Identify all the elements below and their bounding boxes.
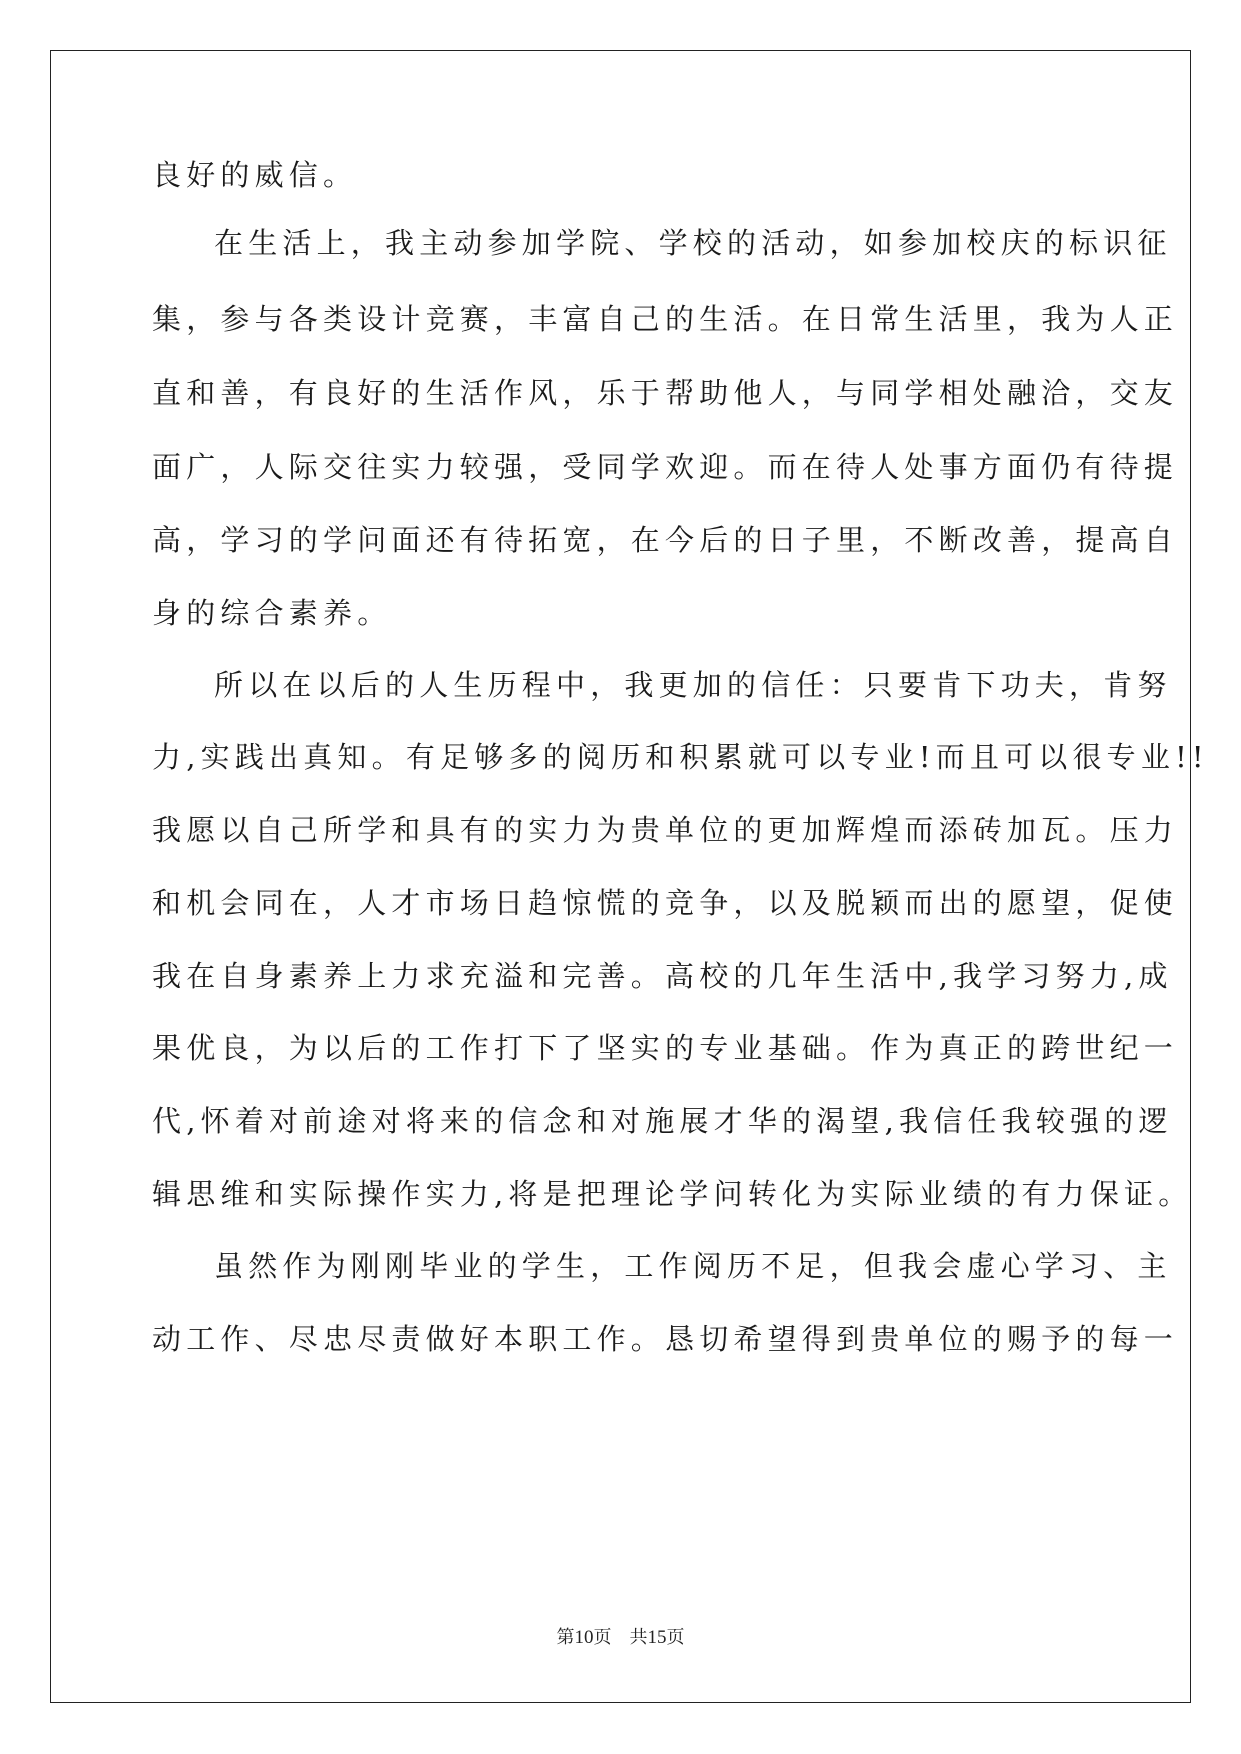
- total-prefix: 共: [629, 1627, 648, 1648]
- total-suffix: 页: [666, 1627, 685, 1648]
- text-line: 高，学习的学问面还有待拓宽，在今后的日子里，不断改善，提高自: [152, 523, 1179, 557]
- page-prefix: 第: [556, 1627, 575, 1648]
- paragraph-first-line: 虽然作为刚刚毕业的学生，工作阅历不足，但我会虚心学习、主: [214, 1249, 1172, 1283]
- text-line: 我在自身素养上力求充溢和完善。高校的几年生活中,我学习努力,成: [152, 959, 1173, 993]
- text-line: 身的综合素养。: [152, 596, 392, 630]
- page-border: [50, 50, 1209, 1703]
- paragraph-first-line: 所以在以后的人生历程中，我更加的信任：只要肯下功夫，肯努: [214, 668, 1172, 702]
- text-line: 辑思维和实际操作实力,将是把理论学问转化为实际业绩的有力保证。: [152, 1177, 1193, 1211]
- text-line: 良好的威信。: [152, 158, 358, 192]
- text-line: 代,怀着对前途对将来的信念和对施展才华的渴望,我信任我较强的逻: [152, 1104, 1173, 1138]
- text-line: 和机会同在，人才市场日趋惊慌的竞争，以及脱颖而出的愿望，促使: [152, 886, 1179, 920]
- page-suffix: 页: [593, 1627, 612, 1648]
- text-line: 果优良，为以后的工作打下了坚实的专业基础。作为真正的跨世纪一: [152, 1031, 1179, 1065]
- page-footer: [0, 1626, 1241, 1650]
- text-line: 集，参与各类设计竞赛，丰富自己的生活。在日常生活里，我为人正: [152, 302, 1179, 336]
- text-line: 面广，人际交往实力较强，受同学欢迎。而在待人处事方面仍有待提: [152, 450, 1179, 484]
- text-line: 我愿以自己所学和具有的实力为贵单位的更加辉煌而添砖加瓦。压力: [152, 813, 1179, 847]
- text-line: 力,实践出真知。有足够多的阅历和积累就可以专业!而且可以很专业!!: [152, 740, 1209, 774]
- text-line: 直和善，有良好的生活作风，乐于帮助他人，与同学相处融洽，交友: [152, 376, 1179, 410]
- page-total: 15: [647, 1627, 667, 1648]
- paragraph-first-line: 在生活上，我主动参加学院、学校的活动，如参加校庆的标识征: [214, 226, 1172, 260]
- text-line: 动工作、尽忠尽责做好本职工作。恳切希望得到贵单位的赐予的每一: [152, 1322, 1179, 1356]
- page-current: 10: [574, 1627, 594, 1648]
